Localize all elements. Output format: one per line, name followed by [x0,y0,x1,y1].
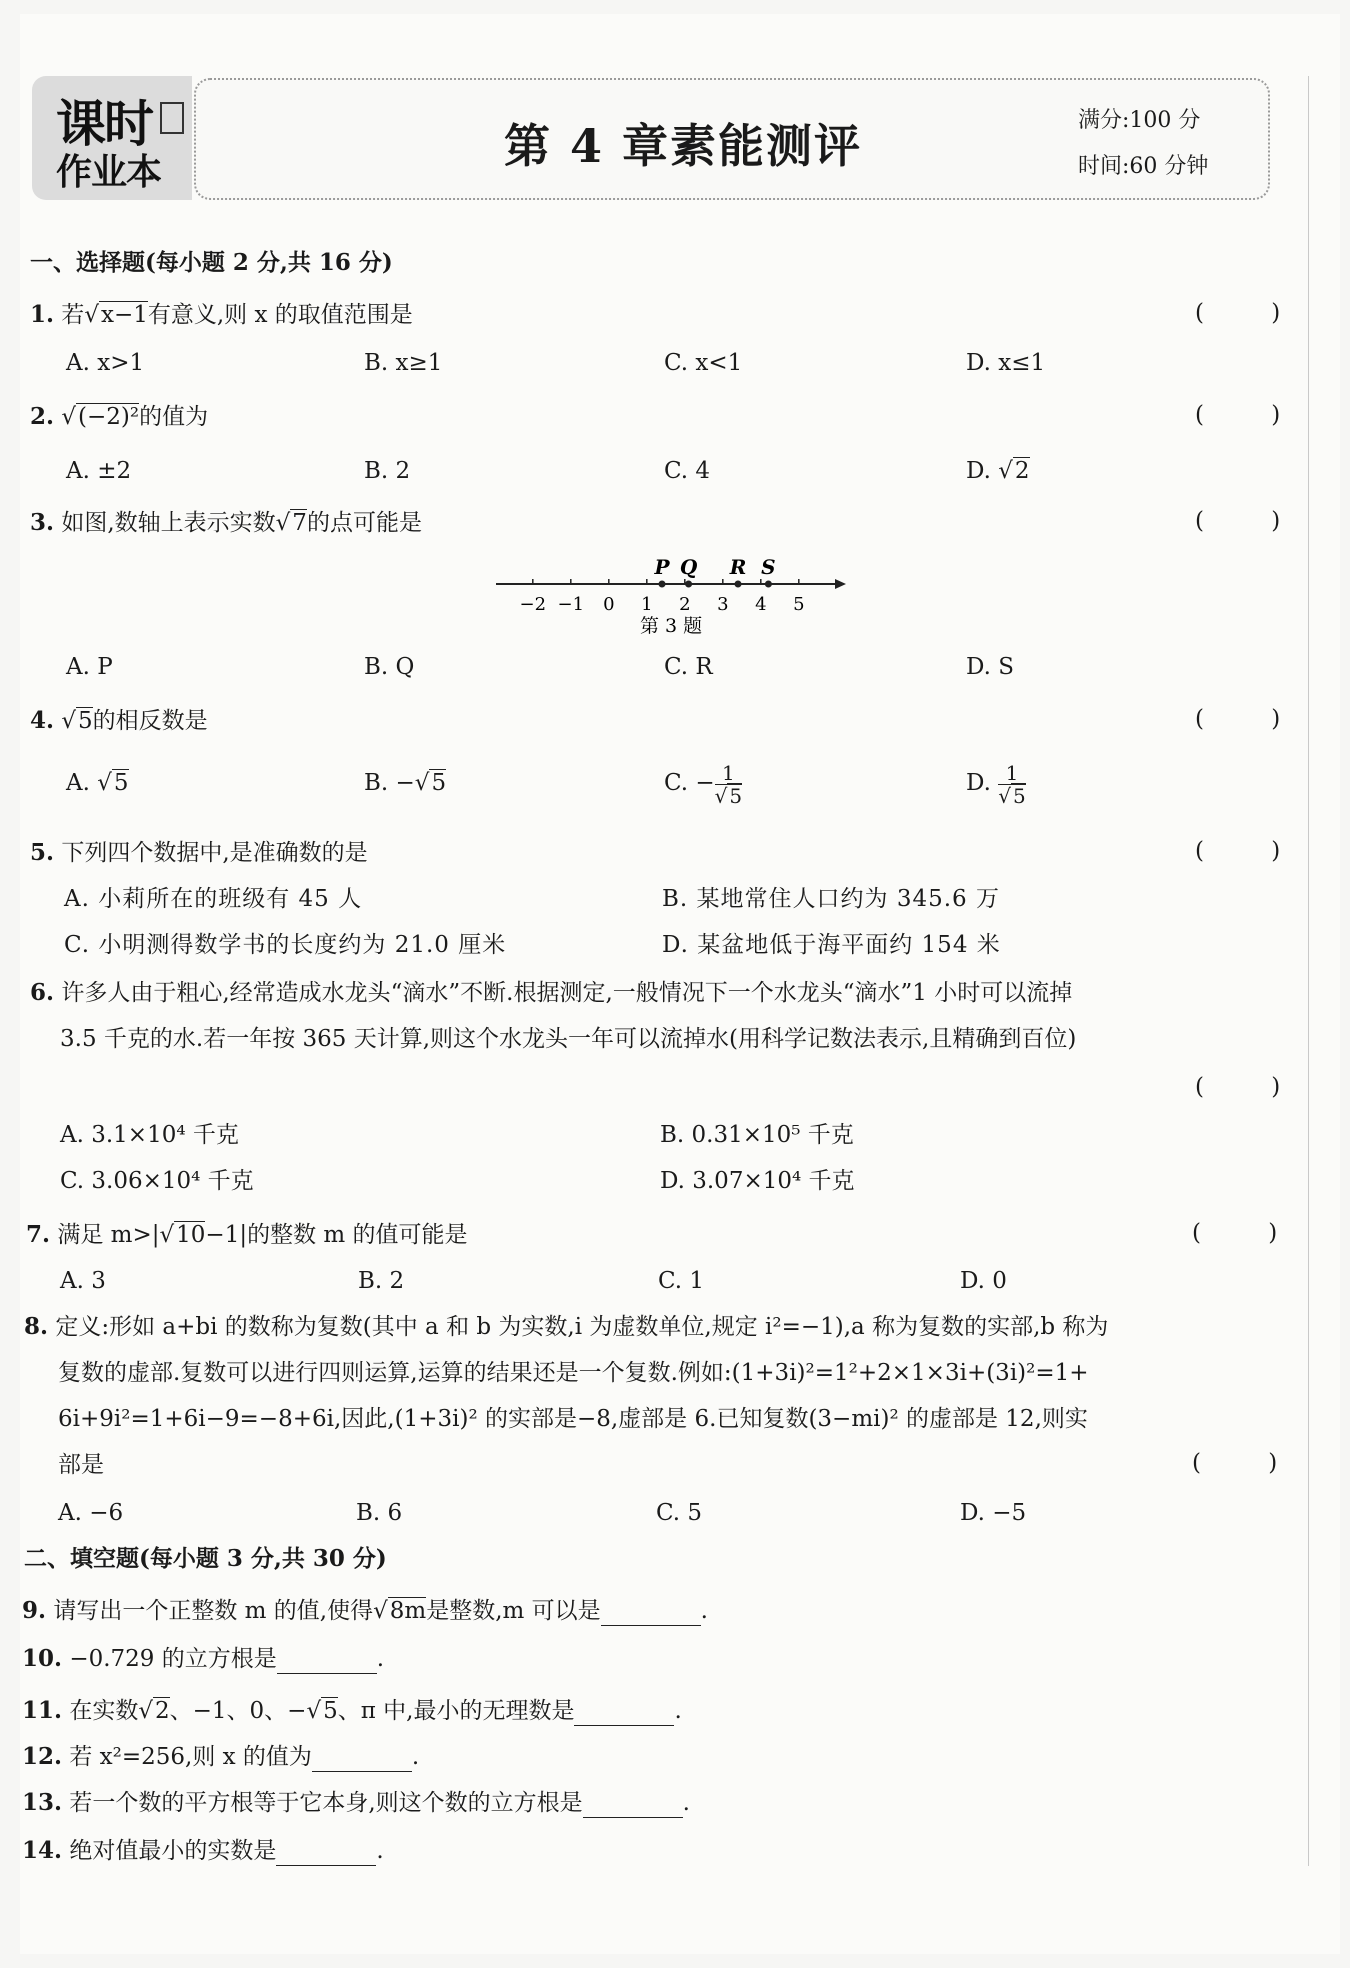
q2-d-prefix: D. [966,458,991,484]
question-8 [24,1312,1108,1342]
q14-stem: 绝对值最小的实数是 [69,1838,277,1864]
exam-meta [1078,98,1208,190]
right-rule [1308,76,1309,1866]
question-3: 3. 如图,数轴上表示实数√7的点可能是 [30,509,422,536]
title-box [194,78,1270,200]
full-score: 满分:100 分 [1078,108,1201,133]
number-line-tick-label: −1 [557,594,585,615]
number-line-figure [480,546,850,646]
number-line-points [653,555,775,588]
q7-option-a: A. 3 [60,1268,106,1294]
q3-option-a: A. P [66,654,113,680]
q11-period: . [674,1698,682,1724]
question-5 [30,838,368,868]
q10-answer-blank[interactable] [277,1649,377,1674]
q12-stem: 若 x²=256,则 x 的值为 [69,1744,312,1770]
badge-line1: 课时 [56,95,152,153]
q4-d-denominator: 5 [1013,783,1026,808]
q1-option-d: D. x≤1 [966,350,1046,376]
q8-option-d: D. −5 [960,1500,1027,1526]
q2-number: 2. [30,403,55,430]
badge-stamp [160,102,184,134]
question-1: 1. 若√x−1有意义,则 x 的取值范围是 [30,301,413,328]
q13-period: . [682,1790,690,1816]
q5-stem: 下列四个数据中,是准确数的是 [61,840,368,866]
badge-line2: 作业本 [56,152,162,193]
question-11: 11. 在实数√2、−1、0、−√5、π 中,最小的无理数是 . [22,1697,682,1724]
q2-option-d: D. √2 [966,458,1030,484]
q4-b-radicand: 5 [431,770,447,796]
q11-answer-blank[interactable] [574,1701,674,1726]
q8-line2: 复数的虚部.复数可以进行四则运算,运算的结果还是一个复数.例如:(1+3i)²=1²+2×1×3i+(3i)²=1+ [58,1360,1089,1386]
q2-answer-paren: ( ) [1195,402,1311,428]
question-9: 9. 请写出一个正整数 m 的值,使得√8m是整数,m 可以是 . [22,1597,708,1624]
q6-option-d: D. 3.07×10⁴ 千克 [660,1168,855,1194]
q3-option-c: C. R [664,654,713,680]
time-limit: 时间:60 分钟 [1078,154,1209,179]
q7-stem-a: 满足 m>| [57,1222,160,1248]
q6-answer-paren: ( ) [1195,1074,1311,1100]
q13-stem: 若一个数的平方根等于它本身,则这个数的立方根是 [69,1790,583,1816]
number-line-point-label: S [761,555,776,579]
q5-option-c: C. 小明测得数学书的长度约为 21.0 厘米 [64,932,507,958]
q8-line4: 部是 [58,1452,104,1478]
question-4: 4. √5的相反数是 [30,707,208,734]
q3-stem-b: 的点可能是 [306,510,422,536]
q11-radicand-2: 5 [323,1698,338,1724]
question-2: 2. √(−2)²的值为 [30,403,209,430]
q14-period: . [376,1838,384,1864]
section-fill-blank: 二、填空题(每小题 3 分,共 30 分) [24,1545,387,1572]
number-line-tick-label: 3 [717,594,729,615]
q13-answer-blank[interactable] [583,1793,683,1818]
q5-option-a: A. 小莉所在的班级有 45 人 [64,886,363,912]
q9-stem-a: 请写出一个正整数 m 的值,使得 [53,1598,374,1624]
question-14 [22,1836,384,1866]
section-choice: 一、选择题(每小题 2 分,共 16 分) [30,249,393,276]
question-12 [22,1742,419,1772]
figure-caption: 第 3 题 [640,615,703,637]
q3-option-d: D. S [966,654,1014,680]
q2-option-a: A. ±2 [66,458,132,484]
q5-option-d: D. 某盆地低于海平面约 154 米 [662,932,1001,958]
q10-stem: −0.729 的立方根是 [69,1646,277,1672]
header [32,74,1268,204]
q2-radicand: (−2)² [77,404,140,430]
q4-c-denominator: 5 [729,783,743,808]
q9-stem-b: 是整数,m 可以是 [426,1598,601,1624]
q1-radicand: x−1 [100,302,148,328]
logo-badge [32,76,192,200]
q4-d-fraction: $\frac{1}{√ 5}$ [998,760,1026,808]
q6-number: 6. [30,979,55,1006]
q7-option-c: C. 1 [658,1268,705,1294]
q6-option-c: C. 3.06×10⁴ 千克 [60,1168,254,1194]
q1-option-a: A. x>1 [66,350,145,376]
q1-stem-a: 若 [61,302,85,328]
q11-number: 11. [22,1697,63,1724]
q4-b-prefix: B. − [364,770,415,796]
question-13 [22,1788,690,1818]
q14-answer-blank[interactable] [276,1841,376,1866]
number-line-tick-label: 4 [755,594,767,615]
q4-d-prefix: D. [966,770,991,796]
q6-line2: 3.5 千克的水.若一年按 365 天计算,则这个水龙头一年可以流掉水(用科学记数法表示,且精确到百位) [60,1026,1077,1052]
q4-stem: 的相反数是 [92,708,208,734]
number-line-point-label: R [729,555,747,579]
q7-radicand: 10 [176,1222,206,1248]
q4-c-numerator: 1 [715,762,742,785]
q9-radicand: 8m [389,1598,427,1624]
q4-answer-paren: ( ) [1195,706,1311,732]
q8-number: 8. [24,1313,49,1340]
q12-answer-blank[interactable] [312,1747,412,1772]
q8-answer-paren: ( ) [1192,1450,1308,1476]
question-6 [30,978,1072,1008]
q11-stem-c: 、π 中,最小的无理数是 [337,1698,575,1724]
q11-radicand-1: 2 [154,1698,170,1724]
q1-answer-paren: ( ) [1195,300,1311,326]
q4-number: 4. [30,707,55,734]
q7-answer-paren: ( ) [1192,1220,1308,1246]
q9-number: 9. [22,1597,47,1624]
q1-option-c: C. x<1 [664,350,743,376]
q9-period: . [700,1598,708,1624]
q2-option-c: C. 4 [664,458,711,484]
q6-option-a: A. 3.1×10⁴ 千克 [60,1122,239,1148]
q8-option-b: B. 6 [356,1500,403,1526]
q7-stem-b: −1|的整数 m 的值可能是 [205,1222,468,1248]
q3-radicand: 7 [292,510,307,536]
number-line-arrow-icon [835,579,846,589]
q2-d-radicand: 2 [1014,458,1030,484]
q4-a-radicand: 5 [113,770,129,796]
number-line-tick-label: 2 [679,594,691,615]
q11-stem-a: 在实数 [69,1698,139,1724]
q1-number: 1. [30,301,55,328]
q8-line3: 6i+9i²=1+6i−9=−8+6i,因此,(1+3i)² 的实部是−8,虚部是 6.已知复数(3−mi)² 的虚部是 12,则实 [58,1406,1088,1432]
q1-option-b: B. x≥1 [364,350,443,376]
q4-a-prefix: A. [66,770,90,796]
q6-line1: 许多人由于粗心,经常造成水龙头“滴水”不断.根据测定,一般情况下一个水龙头“滴水”1 小时可以流掉 [61,980,1073,1006]
q11-stem-b: 、−1、0、− [169,1698,307,1724]
q4-c-prefix: C. − [664,770,715,796]
number-line-tick-label: 0 [603,594,615,615]
q7-option-d: D. 0 [960,1268,1007,1294]
q4-option-c [664,756,742,810]
question-7: 7. 满足 m>|√10−1|的整数 m 的值可能是 [26,1221,468,1248]
q4-d-numerator: 1 [998,762,1025,785]
number-line-point-label: P [654,555,670,579]
q14-number: 14. [22,1837,63,1864]
q4-option-b: B. −√5 [364,770,447,796]
q10-number: 10. [22,1645,63,1672]
q12-number: 12. [22,1743,63,1770]
q9-answer-blank[interactable] [601,1601,701,1626]
q3-answer-paren: ( ) [1195,508,1311,534]
question-10 [22,1644,384,1674]
number-line-point-label: Q [679,555,698,579]
q7-option-b: B. 2 [358,1268,405,1294]
q4-c-fraction: $\frac{1}{√ 5}$ [714,760,743,808]
number-line-point [765,581,772,588]
q1-stem-b: 有意义,则 x 的取值范围是 [147,302,413,328]
q2-stem: 的值为 [139,404,209,430]
q8-line1: 定义:形如 a+bi 的数称为复数(其中 a 和 b 为实数,i 为虚数单位,规定 i²=−1),a 称为复数的实部,b 称为 [55,1314,1109,1340]
q7-number: 7. [26,1221,51,1248]
q5-option-b: B. 某地常住人口约为 345.6 万 [662,886,1000,912]
q3-stem-a: 如图,数轴上表示实数 [61,510,276,536]
q3-option-b: B. Q [364,654,415,680]
number-line-point [659,581,666,588]
q4-option-d [966,756,1026,810]
q2-option-b: B. 2 [364,458,411,484]
number-line-tick-label: −2 [519,594,547,615]
q6-option-b: B. 0.31×10⁵ 千克 [660,1122,854,1148]
number-line-tick-label: 1 [641,594,653,615]
q5-number: 5. [30,839,55,866]
q3-number: 3. [30,509,55,536]
q4-radicand: 5 [77,708,93,734]
number-line-point [685,581,692,588]
page-title: 第 4 章素能测评 [504,119,863,173]
q4-option-a: A. √5 [66,770,129,796]
q8-option-c: C. 5 [656,1500,703,1526]
q13-number: 13. [22,1789,63,1816]
q12-period: . [411,1744,420,1770]
q10-period: . [376,1646,385,1672]
number-line-tick-label: 5 [793,594,805,615]
number-line-point [735,581,742,588]
q8-option-a: A. −6 [58,1500,124,1526]
q5-answer-paren: ( ) [1195,838,1311,864]
